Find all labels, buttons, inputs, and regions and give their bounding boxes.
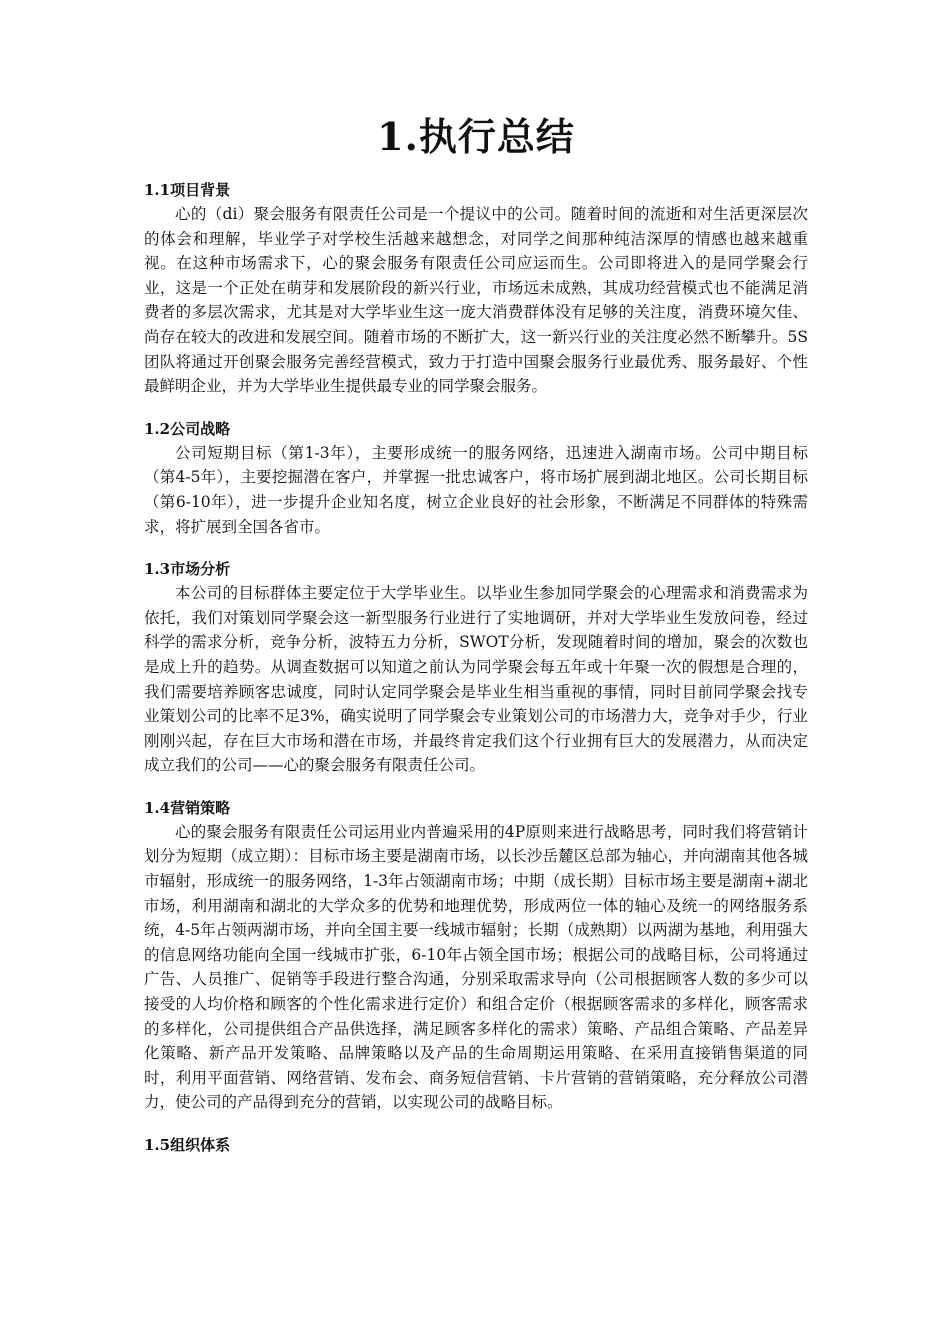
section-project-background [144,178,808,399]
page-title: 1.执行总结 [377,114,575,159]
section-paragraph: 本公司的目标群体主要定位于大学毕业生。以毕业生参加同学聚会的心理需求和消费需求为依托，我们对策划同学聚会这一新型服务行业进行了实地调研，并对大学毕业生发放问卷，经过科学的需求分析，竞争分析，波特五力分析，SWOT分析，发现随着时间的增加，聚会的次数也是成上升的趋势。从调查数据可以知道之前认为同学聚会每五年或十年聚一次的假想是合理的，我们需要培养顾客忠诚度，同时认定同学聚会是毕业生相当重视的事情，同时目前同学聚会找专业策划公司的比率不足3%，确实说明了同学聚会专业策划公司的市场潜力大，竞争对手少，行业刚刚兴起，存在巨大市场和潜在市场，并最终肯定我们这个行业拥有巨大的发展潜力，从而决定成立我们的公司——心的聚会服务有限责任公司。 [144,584,808,775]
section-paragraph: 心的（di）聚会服务有限责任公司是一个提议中的公司。随着时间的流逝和对生活更深层次的体会和理解，毕业学子对学校生活越来越想念，对同学之间那种纯洁深厚的情感也越来越重视。在这种市场需求下，心的聚会服务有限责任公司应运而生。公司即将进入的是同学聚会行业，这是一个正处在萌芽和发展阶段的新兴行业，市场远未成熟，其成功经营模式也不能满足消费者的多层次需求，尤其是对大学毕业生这一庞大消费群体没有足够的关注度，消费环境欠佳、尚存在较大的改进和发展空间。随着市场的不断扩大，这一新兴行业的关注度必然不断攀升。5S团队将通过开创聚会服务完善经营模式，致力于打造中国聚会服务行业最优秀、服务最好、个性最鲜明企业，并为大学毕业生提供最专业的同学聚会服务。 [144,205,808,396]
section-heading: 1.5组织体系 [144,1136,231,1154]
section-market-analysis [144,557,808,778]
document-page [144,100,808,1175]
section-paragraph: 心的聚会服务有限责任公司运用业内普遍采用的4P原则来进行战略思考，同时我们将营销计划分为短期（成立期）：目标市场主要是湖南市场，以长沙岳麓区总部为轴心，并向湖南其他各城市辐射，形成统一的服务网络，1-3年占领湖南市场；中期（成长期）目标市场主要是湖南+湖北市场，利用湖南和湖北的大学众多的优势和地理优势，形成两位一体的轴心及统一的网络服务系统，4-5年占领两湖市场，并向全国主要一线城市辐射；长期（成熟期）以两湖为基地，利用强大的信息网络功能向全国一线城市扩张，6-10年占领全国市场；根据公司的战略目标，公司将通过广告、人员推广、促销等手段进行整合沟通，分别采取需求导向（公司根据顾客人数的多少可以接受的人均价格和顾客的个性化需求进行定价）和组合定价（根据顾客需求的多样化，顾客需求的多样化，公司提供组合产品供选择，满足顾客多样化的需求）策略、产品组合策略、产品差异化策略、新产品开发策略、品牌策略以及产品的生命周期运用策略、在采用直接销售渠道的同时，利用平面营销、网络营销、发布会、商务短信营销、卡片营销的营销策略，充分释放公司潜力，使公司的产品得到充分的营销，以实现公司的战略目标。 [144,822,808,1112]
section-heading: 1.2公司战略 [144,419,231,438]
section-company-strategy [144,417,808,539]
section-organization [144,1133,808,1157]
section-heading: 1.3市场分析 [144,560,231,579]
section-heading: 1.4营销策略 [144,798,231,817]
section-heading: 1.1项目背景 [144,181,231,199]
section-paragraph: 公司短期目标（第1-3年），主要形成统一的服务网络，迅速进入湖南市场。公司中期目标（第4-5年），主要挖掘潜在客户，并掌握一批忠诚客户，将市场扩展到湖北地区。公司长期目标（第6-10年），进一步提升企业知名度，树立企业良好的社会形象，不断满足不同群体的特殊需求，将扩展到全国各省市。 [144,443,808,536]
section-marketing-strategy [144,796,808,1115]
